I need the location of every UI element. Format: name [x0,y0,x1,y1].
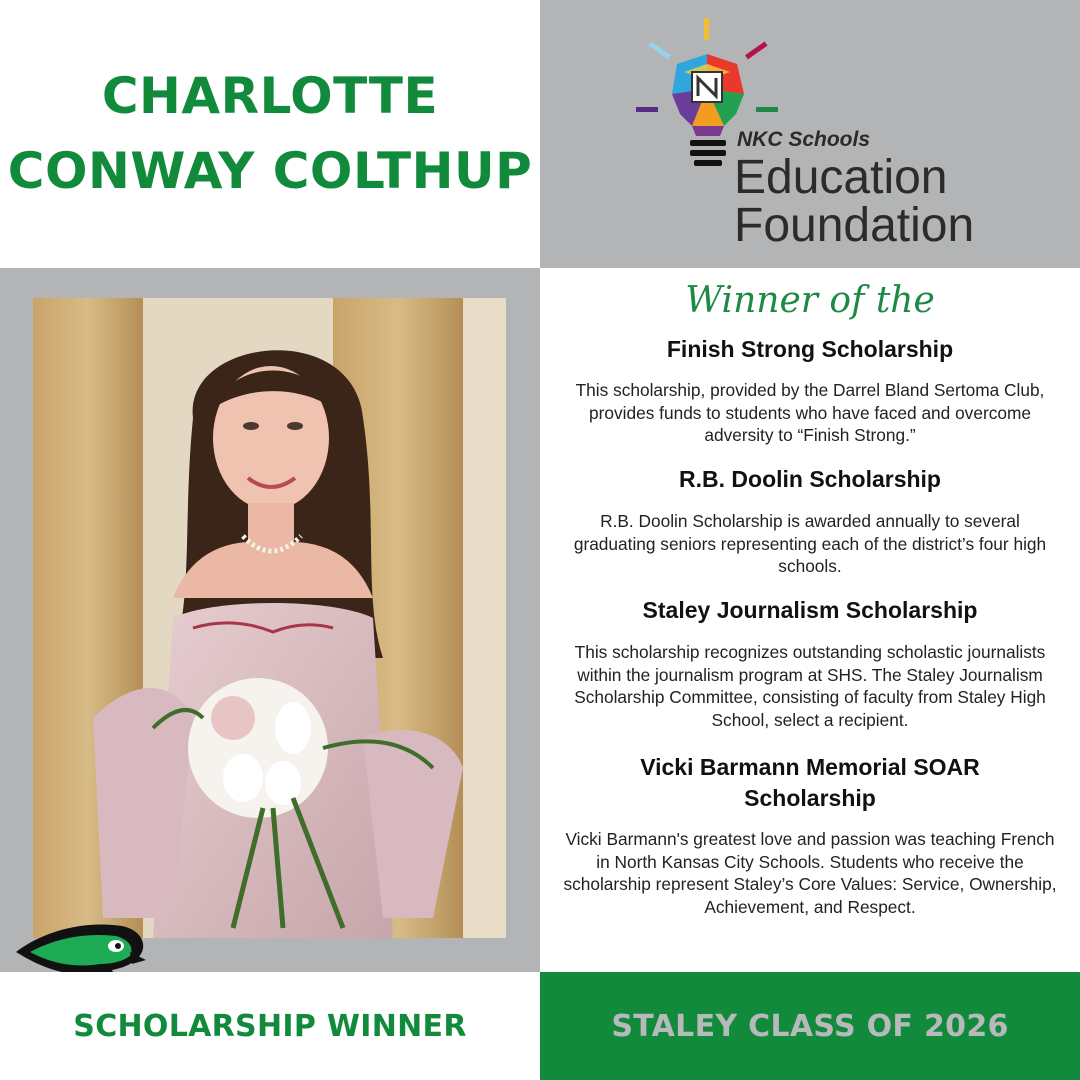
scholarship-title: R.B. Doolin Scholarship [679,466,941,492]
footer-left-label: SCHOLARSHIP WINNER [73,1008,467,1044]
student-name-panel [0,0,540,268]
scholarship-title: Finish Strong Scholarship [666,336,954,362]
scholarship-details-panel [540,268,1080,972]
scholarship-description: R.B. Doolin Scholarship is awarded annually to several graduating seniors representing each of the district’s four high schools. [573,511,1047,576]
footer-scholarship-winner [0,972,540,1080]
scholarship-description: This scholarship, provided by the Darrel Bland Sertoma Club, provides funds to students who have faced and overcome adversity to “Finish Strong.” [575,380,1045,445]
student-last-names: CONWAY COLTHUP [7,142,533,200]
scholarship-description: This scholarship recognizes outstanding scholastic journalists within the journalism program at SHS. The Staley Journalism Scholarship Committee, consisting of faculty from Staley High School, select a recipient. [574,642,1046,730]
logo-foundation: Foundation [734,199,975,252]
footer-class-of [540,972,1080,1080]
logo-nkc-schools: NKC Schools [737,128,871,151]
footer-right-label: STALEY CLASS OF 2026 [611,1008,1009,1044]
photo-panel [0,268,540,972]
student-first-name: CHARLOTTE [101,67,439,125]
scholarship-title: Vicki Barmann Memorial SOAR Scholarship [640,754,980,811]
logo-education: Education [734,151,948,204]
scholarship-title: Staley Journalism Scholarship [642,597,978,623]
student-portrait [33,298,506,938]
scholarship-description: Vicki Barmann's greatest love and passion was teaching French in North Kansas City Schools. Students who receive the scholarship represent Staley’s Core Values: Service, Ownership, Achievement, and Respect. [563,829,1057,917]
winner-of-heading: Winner of the [685,280,935,321]
